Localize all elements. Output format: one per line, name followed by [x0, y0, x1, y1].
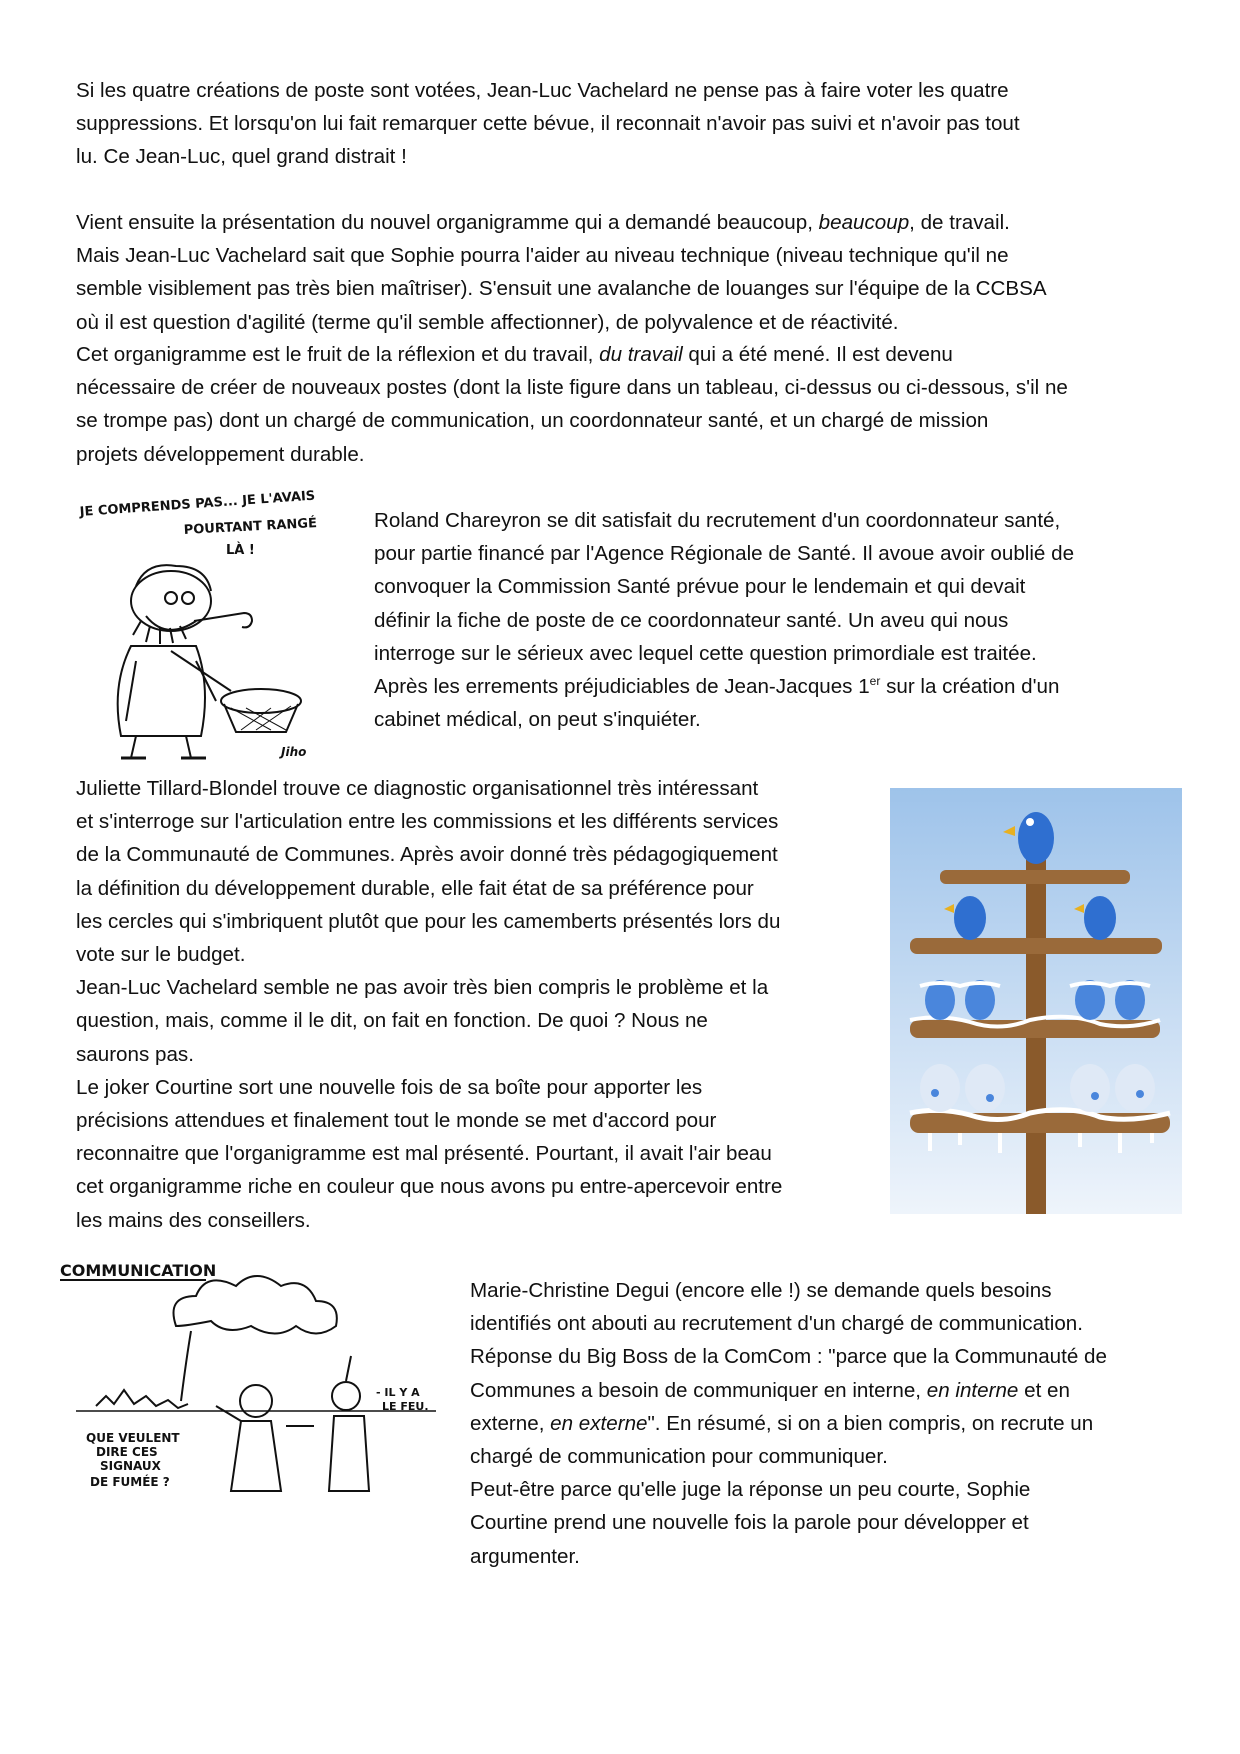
speech-left: DIRE CES: [96, 1445, 158, 1459]
text-line: vote sur le budget.: [76, 943, 246, 967]
paragraph-diagnostic: [76, 772, 870, 1237]
text-line: identifiés ont abouti au recrutement d'un chargé de communication.: [470, 1312, 1083, 1336]
text-line: Jean-Luc Vachelard semble ne pas avoir très bien compris le problème et la: [76, 976, 769, 1000]
text-line: Réponse du Big Boss de la ComCom : "parce que la Communauté de: [470, 1345, 1107, 1369]
text-line: où il est question d'agilité (terme qu'il semble affectionner), de polyvalence et de réactivité.: [76, 310, 899, 334]
text-line: nécessaire de créer de nouveaux postes (dont la liste figure dans un tableau, ci-dessus ou ci-dessous, s'il ne: [76, 376, 1068, 400]
text-line: convoquer la Commission Santé prévue pour le lendemain et qui devait: [374, 575, 1026, 599]
cartoon-confused-man: [76, 486, 334, 764]
text-line: se trompe pas) dont un chargé de communication, un coordonnateur santé, et un chargé de mission: [76, 409, 989, 433]
text-line: Peut-être parce qu'elle juge la réponse un peu courte, Sophie: [470, 1478, 1031, 1502]
cartoon-caption: LÀ !: [226, 543, 255, 558]
text-line: Marie-Christine Degui (encore elle !) se demande quels besoins: [470, 1279, 1052, 1302]
text-line: définir la fiche de poste de ce coordonnateur santé. Un aveu qui nous: [374, 608, 1009, 632]
text-line: de la Communauté de Communes. Après avoir donné très pédagogiquement: [76, 843, 778, 867]
text-line: Le joker Courtine sort une nouvelle fois de sa boîte pour apporter les: [76, 1075, 703, 1099]
paragraph-charge-communication: [470, 1274, 1170, 1573]
text-line: et s'interroge sur l'articulation entre les commissions et les différents services: [76, 810, 779, 834]
cartoon-hierarchy-birds: [890, 788, 1182, 1214]
paragraph-organigramme: [76, 206, 1170, 339]
speech-left: SIGNAUX: [100, 1459, 161, 1473]
text-line: Communes a besoin de communiquer en interne, en interne et en: [470, 1378, 1070, 1402]
text-line: question, mais, comme il le dit, on fait en fonction. De quoi ? Nous ne: [76, 1009, 708, 1033]
cartoon-caption: JE COMPRENDS PAS... JE L'AVAIS: [79, 488, 316, 520]
text-line: Vient ensuite la présentation du nouvel organigramme qui a demandé beaucoup, beaucoup, de travail.: [76, 211, 1010, 234]
text-line: Mais Jean-Luc Vachelard sait que Sophie pourra l'aider au niveau technique (niveau technique qu'il ne: [76, 244, 1009, 268]
text-line: précisions attendues et finalement tout le monde se met d'accord pour: [76, 1109, 717, 1133]
cartoon-communication: [56, 1256, 442, 1506]
speech-left: DE FUMÉE ?: [90, 1475, 170, 1489]
paragraph-vote-postes: [76, 74, 1170, 174]
text-line: Cet organigramme est le fruit de la réflexion et du travail, du travail qui a été mené. Il est devenu: [76, 343, 953, 366]
text-line: Si les quatre créations de poste sont votées, Jean-Luc Vachelard ne pense pas à faire voter les quatre: [76, 79, 1009, 102]
text-line: suppressions. Et lorsqu'on lui fait remarquer cette bévue, il reconnait n'avoir pas suivi et n'avoir pas tout: [76, 112, 1020, 136]
text-line: cet organigramme riche en couleur que nous avons pu entre-apercevoir entre: [76, 1175, 783, 1199]
text-line: argumenter.: [470, 1544, 580, 1568]
text-line: les mains des conseillers.: [76, 1208, 311, 1232]
text-line: externe, en externe". En résumé, si on a bien compris, on recrute un: [470, 1411, 1094, 1435]
text-line: pour partie financé par l'Agence Régionale de Santé. Il avoue avoir oublié de: [374, 542, 1075, 566]
paragraph-nouveaux-postes: [76, 338, 1170, 471]
text-line: lu. Ce Jean-Luc, quel grand distrait !: [76, 145, 407, 169]
speech-right: - IL Y A: [376, 1386, 420, 1399]
text-line: les cercles qui s'imbriquent plutôt que pour les camemberts présentés lors du: [76, 909, 781, 933]
text-line: chargé de communication pour communiquer.: [470, 1445, 888, 1469]
text-line: projets développement durable.: [76, 442, 365, 466]
text-line: la définition du développement durable, elle fait état de sa préférence pour: [76, 876, 754, 900]
text-line: Après les errements préjudiciables de Jean-Jacques 1er sur la création d'un: [374, 674, 1060, 699]
text-line: Courtine prend une nouvelle fois la parole pour développer et: [470, 1511, 1029, 1535]
text-line: Roland Chareyron se dit satisfait du recrutement d'un coordonnateur santé,: [374, 509, 1061, 532]
text-line: cabinet médical, on peut s'inquiéter.: [374, 708, 701, 732]
speech-right: LE FEU.: [382, 1400, 429, 1413]
text-line: Juliette Tillard-Blondel trouve ce diagnostic organisationnel très intéressant: [76, 777, 759, 800]
cartoon-caption: POURTANT RANGÉ: [183, 516, 318, 538]
text-line: semble visiblement pas très bien maîtriser). S'ensuit une avalanche de louanges sur l'équipe de la CCBSA: [76, 277, 1047, 301]
cartoon-signature: Jiho: [281, 745, 307, 759]
text-line: reconnaitre que l'organigramme est mal présenté. Pourtant, il avait l'air beau: [76, 1142, 772, 1166]
speech-left: QUE VEULENT: [86, 1431, 180, 1445]
cartoon-title: COMMUNICATION: [60, 1261, 217, 1280]
text-line: interroge sur le sérieux avec lequel cette question primordiale est traitée.: [374, 641, 1037, 665]
text-line: saurons pas.: [76, 1042, 194, 1066]
paragraph-coordonnateur-sante: [374, 504, 1170, 736]
